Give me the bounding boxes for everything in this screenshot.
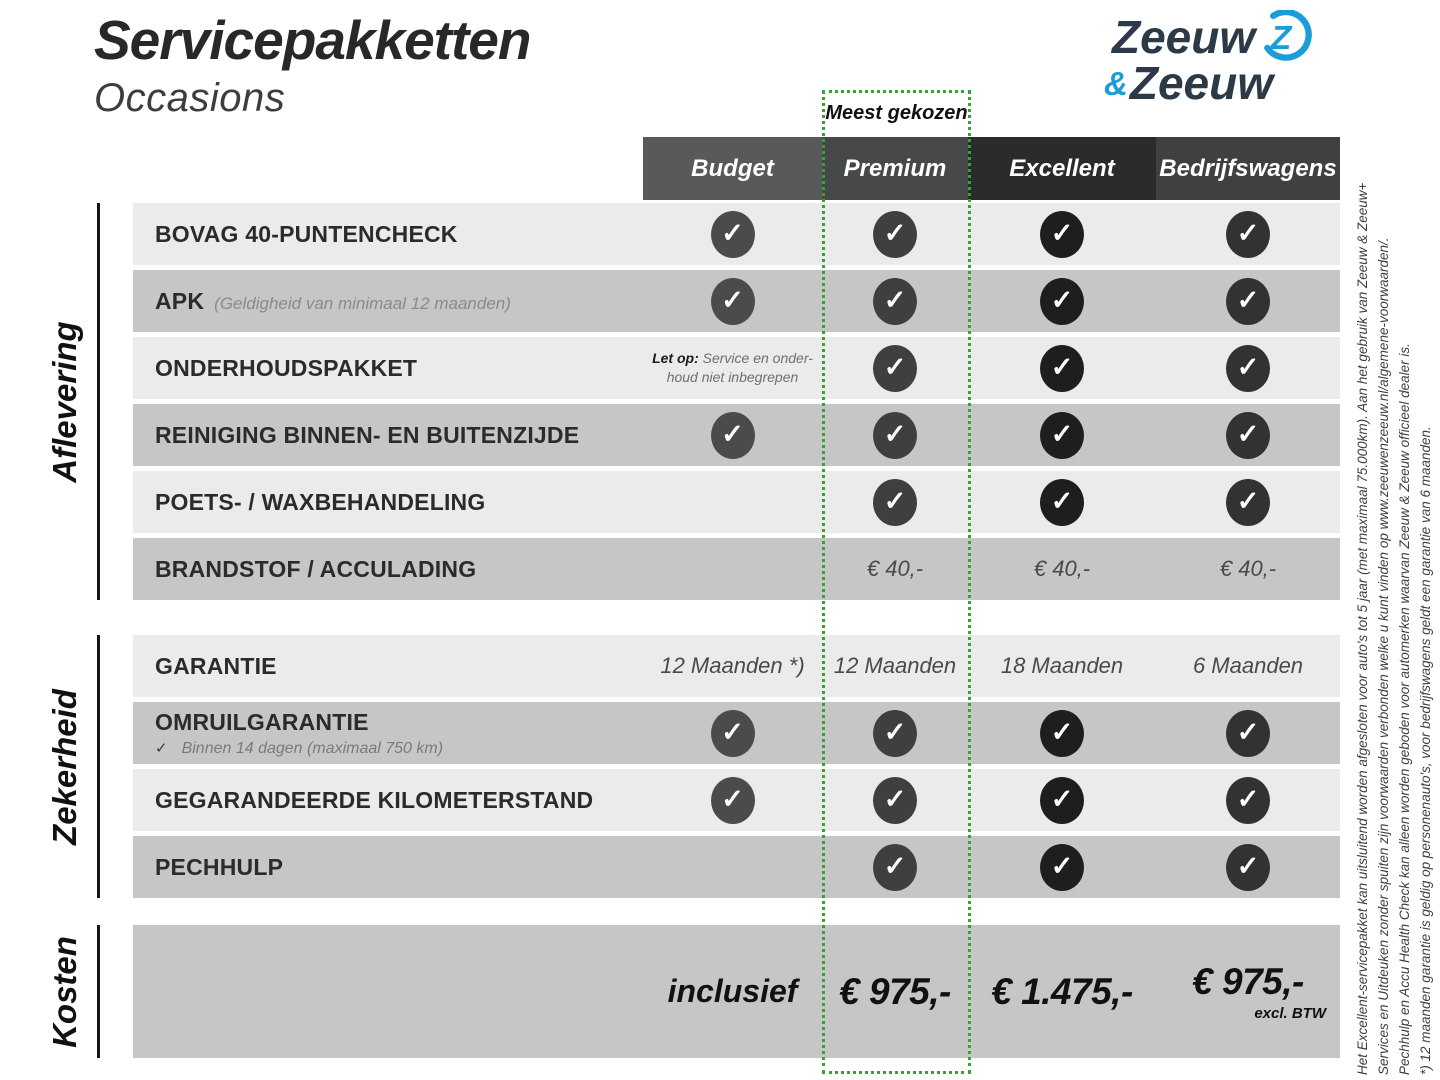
- check-glyph: ✓: [721, 418, 744, 449]
- cell-premium: [822, 538, 968, 600]
- logo-word-top: Zeeuw: [1112, 11, 1256, 63]
- check-glyph: ✓: [1236, 485, 1260, 516]
- check-icon: [873, 777, 917, 824]
- check-icon: [873, 278, 917, 325]
- section-divider-line: [97, 925, 100, 1058]
- row-label: ONDERHOUDSPAKKET: [155, 354, 418, 381]
- row-label: GEGARANDEERDE KILOMETERSTAND: [155, 786, 594, 813]
- cell-budget: [643, 702, 822, 764]
- check-icon: [1226, 710, 1270, 757]
- logo-line-top: [1112, 10, 1342, 64]
- logo-ampersand: &: [1104, 64, 1128, 102]
- cell-bedrijfswagens: [1156, 203, 1340, 265]
- check-glyph: ✓: [1236, 217, 1260, 248]
- section-label-zekerheid: Zekerheid: [46, 688, 83, 845]
- footnotes: [1352, 140, 1436, 1075]
- check-icon: [1040, 844, 1084, 891]
- cell-excellent: [968, 270, 1156, 332]
- table-row: [133, 769, 1340, 831]
- cost-cell-premium: [822, 925, 968, 1058]
- check-glyph: ✓: [1236, 716, 1260, 747]
- check-glyph: ✓: [721, 217, 744, 248]
- check-glyph: ✓: [883, 783, 907, 814]
- cell-bedrijfswagens: [1156, 836, 1340, 898]
- cell-budget: [643, 270, 822, 332]
- check-icon: [1226, 412, 1270, 459]
- check-icon: [1226, 278, 1270, 325]
- cell-excellent: [968, 471, 1156, 533]
- footnote-line-1: Het Excellent-servicepakket kan uitsluitend worden afgesloten voor auto's tot 5 jaar (met maximaal 75.000km). Aan het gebruik van Zeeuw & Zeeuw+: [1355, 182, 1370, 1075]
- cell-premium: [822, 404, 968, 466]
- section-aflevering: [46, 203, 1340, 600]
- cell-bedrijfswagens: [1156, 635, 1340, 697]
- row-label: BOVAG 40-PUNTENCHECK: [155, 220, 458, 247]
- footnote-line-4: *) 12 maanden garantie is geldig op personenauto's, voor bedrijfswagens geldt een garantie van 6 maanden.: [1418, 426, 1433, 1075]
- cell-excellent: [968, 836, 1156, 898]
- row-label: BRANDSTOF / ACCULADING: [155, 555, 477, 582]
- cell-excellent: [968, 635, 1156, 697]
- check-icon: [1040, 345, 1084, 392]
- check-glyph: ✓: [1050, 418, 1074, 449]
- check-icon: [873, 211, 917, 258]
- check-glyph: ✓: [883, 217, 907, 248]
- table-body: [46, 203, 1340, 1058]
- cell-excellent: [968, 702, 1156, 764]
- cell-bedrijfswagens: [1156, 337, 1340, 399]
- cell-premium: [822, 702, 968, 764]
- cell-bedrijfswagens: [1156, 471, 1340, 533]
- footnote-line-2: Services en Uitdeuken zonder spuiten zijn voorwaarden verbonden welke u kunt vinden op www.zeeuwenzeeuw.nl/algemene-voorwaarden/.: [1376, 237, 1391, 1075]
- cell-premium: [822, 836, 968, 898]
- cell-bedrijfswagens: [1156, 538, 1340, 600]
- section-kosten: [46, 925, 1340, 1058]
- table-row: [133, 635, 1340, 697]
- table-row: [133, 538, 1340, 600]
- cost-value: € 1.475,-: [991, 970, 1133, 1012]
- cell-premium: [822, 769, 968, 831]
- check-glyph: ✓: [1050, 783, 1074, 814]
- check-icon: [711, 777, 755, 824]
- cost-value: € 975,-: [1192, 961, 1304, 1002]
- row-sub-note: ✓ Binnen 14 dagen (maximaal 750 km): [155, 739, 444, 757]
- table-row: [133, 702, 1340, 764]
- check-glyph: ✓: [1050, 485, 1074, 516]
- table-row: [133, 404, 1340, 466]
- section-zekerheid: [46, 635, 1340, 898]
- check-glyph: ✓: [883, 850, 907, 881]
- cell-bedrijfswagens: [1156, 270, 1340, 332]
- check-icon: [873, 345, 917, 392]
- cell-premium: [822, 471, 968, 533]
- cell-value: 12 Maanden: [833, 653, 957, 678]
- check-icon: [1040, 479, 1084, 526]
- cost-cell-excellent: [968, 925, 1156, 1058]
- cell-budget: [643, 538, 822, 600]
- check-glyph: ✓: [721, 284, 744, 315]
- zeeuw-en-zeeuw-logo: [1104, 10, 1342, 109]
- check-icon: [873, 844, 917, 891]
- cell-budget: [643, 471, 822, 533]
- cell-premium: [822, 270, 968, 332]
- check-glyph: ✓: [883, 716, 907, 747]
- check-icon: [1040, 710, 1084, 757]
- check-glyph: ✓: [1236, 351, 1260, 382]
- check-glyph: ✓: [883, 418, 907, 449]
- cell-bedrijfswagens: [1156, 404, 1340, 466]
- row-label: REINIGING BINNEN- EN BUITENZIJDE: [155, 421, 580, 448]
- check-icon: [711, 710, 755, 757]
- check-icon: [1226, 345, 1270, 392]
- section-label-kosten: Kosten: [46, 935, 83, 1048]
- cell-budget: [643, 635, 822, 697]
- cell-budget: [643, 337, 822, 399]
- table-row: [133, 203, 1340, 265]
- check-icon: [1040, 412, 1084, 459]
- cell-premium: [822, 635, 968, 697]
- cell-premium: [822, 337, 968, 399]
- cell-budget: [643, 203, 822, 265]
- cell-excellent: [968, 337, 1156, 399]
- check-glyph: ✓: [1236, 284, 1260, 315]
- check-glyph: ✓: [1050, 284, 1074, 315]
- meest-gekozen-label: Meest gekozen: [825, 102, 968, 124]
- page-subtitle: Occasions: [94, 76, 286, 120]
- row-label: POETS- / WAXBEHANDELING: [155, 488, 486, 515]
- check-icon: [873, 479, 917, 526]
- row-label: PECHHULP: [155, 853, 284, 880]
- logo-word-bottom: Zeeuw: [1129, 57, 1273, 109]
- check-glyph: ✓: [883, 351, 907, 382]
- section-label-aflevering: Aflevering: [46, 320, 83, 483]
- check-glyph: ✓: [1236, 850, 1260, 881]
- check-icon: [873, 412, 917, 459]
- cost-cell-bedrijfswagens: [1156, 925, 1340, 1058]
- column-header-excellent: Excellent: [968, 137, 1156, 200]
- cell-budget: [643, 404, 822, 466]
- table-row: [133, 471, 1340, 533]
- cell-value: 12 Maanden *): [660, 653, 805, 678]
- check-icon: [711, 412, 755, 459]
- cost-sub-note: excl. BTW: [1254, 1005, 1326, 1022]
- cost-value: inclusief: [667, 973, 798, 1009]
- row-inline-note: (Geldigheid van minimaal 12 maanden): [214, 293, 511, 313]
- cell-value: € 40,-: [1219, 556, 1277, 581]
- check-icon: [1226, 777, 1270, 824]
- cost-cell-budget: [643, 925, 822, 1058]
- cell-budget: [643, 769, 822, 831]
- footnote-line-3: Pechhulp en Accu Health Check kan alleen worden geboden voor automerken waarvan Zeeuw & Zeeuw officieel dealer is.: [1397, 343, 1412, 1075]
- check-glyph: ✓: [883, 485, 907, 516]
- check-icon: [1040, 278, 1084, 325]
- cell-value: € 40,-: [1033, 556, 1091, 581]
- check-icon: [1040, 777, 1084, 824]
- cell-note: Let op: Service en onder- houd niet inbegrepen: [652, 350, 813, 385]
- check-icon: [1226, 844, 1270, 891]
- small-check-icon: ✓: [155, 739, 168, 757]
- table-row: [133, 836, 1340, 898]
- column-header-premium: Premium: [822, 137, 968, 200]
- check-icon: [711, 278, 755, 325]
- page-title: Servicepakketten: [94, 9, 531, 71]
- row-label: OMRUILGARANTIE: [155, 708, 369, 735]
- costs-row: [133, 925, 1340, 1058]
- cost-value: € 975,-: [839, 970, 951, 1012]
- cell-bedrijfswagens: [1156, 702, 1340, 764]
- cell-excellent: [968, 538, 1156, 600]
- table-row: [133, 337, 1340, 399]
- check-icon: [873, 710, 917, 757]
- svg-text:Z: Z: [1270, 18, 1292, 57]
- logo-line-bottom: [1104, 57, 1342, 109]
- check-glyph: ✓: [1050, 850, 1074, 881]
- cell-budget: [643, 836, 822, 898]
- check-icon: [1226, 479, 1270, 526]
- cell-excellent: [968, 404, 1156, 466]
- row-label: GARANTIE: [155, 652, 277, 679]
- cell-value: 6 Maanden: [1192, 653, 1304, 678]
- column-header-budget: Budget: [643, 137, 822, 200]
- check-glyph: ✓: [1050, 716, 1074, 747]
- check-glyph: ✓: [1236, 418, 1260, 449]
- check-glyph: ✓: [721, 783, 744, 814]
- check-icon: [711, 211, 755, 258]
- cell-excellent: [968, 769, 1156, 831]
- check-glyph: ✓: [1236, 783, 1260, 814]
- row-label: APK (Geldigheid van minimaal 12 maanden): [155, 287, 511, 314]
- cell-excellent: [968, 203, 1156, 265]
- column-header-bedrijfswagens: Bedrijfswagens: [1156, 137, 1340, 200]
- check-glyph: ✓: [721, 716, 744, 747]
- section-divider-line: [97, 203, 100, 600]
- logo-z-swoosh-icon: [1258, 10, 1312, 64]
- check-glyph: ✓: [1050, 351, 1074, 382]
- cell-premium: [822, 203, 968, 265]
- cell-value: 18 Maanden: [1000, 653, 1124, 678]
- table-row: [133, 270, 1340, 332]
- check-icon: [1040, 211, 1084, 258]
- check-glyph: ✓: [883, 284, 907, 315]
- check-glyph: ✓: [1050, 217, 1074, 248]
- section-divider-line: [97, 635, 100, 898]
- cell-bedrijfswagens: [1156, 769, 1340, 831]
- cell-value: € 40,-: [866, 556, 924, 581]
- check-icon: [1226, 211, 1270, 258]
